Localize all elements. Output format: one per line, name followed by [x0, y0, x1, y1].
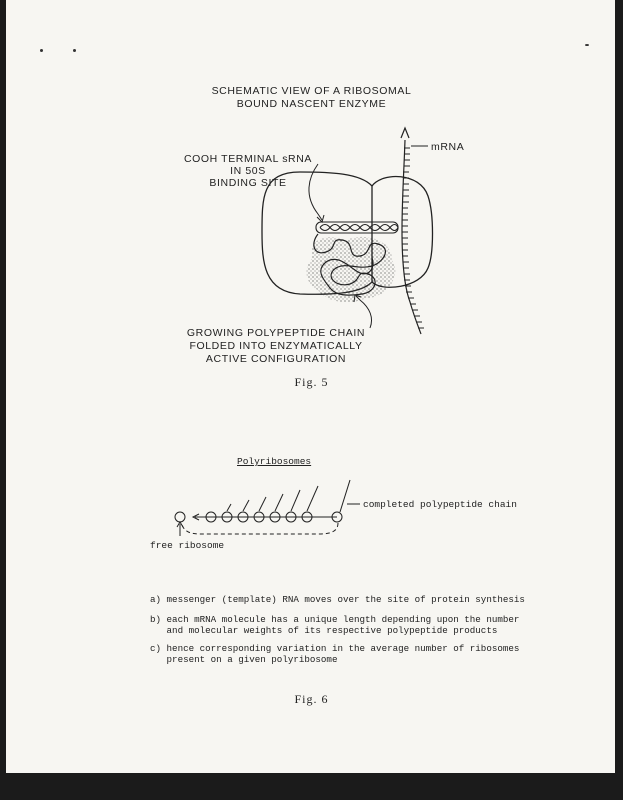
mrna-label: mRNA	[431, 141, 465, 153]
fig6-heading: Polyribosomes	[237, 456, 312, 467]
chain-label-line2: FOLDED INTO ENZYMATICALLY	[189, 340, 363, 352]
cooh-label-line2: IN 50S	[230, 165, 266, 177]
cooh-label-line1: COOH TERMINAL sRNA	[183, 153, 313, 165]
fig5-title-line1: SCHEMATIC VIEW OF A RIBOSOMAL	[211, 85, 412, 97]
chain-label-line3: ACTIVE CONFIGURATION	[205, 353, 347, 365]
note-b-line1: b) each mRNA molecule has a unique length depending upon the number	[150, 614, 520, 625]
note-c-line1: c) hence corresponding variation in the average number of ribosomes	[150, 643, 520, 654]
fig6-caption: Fig. 6	[294, 692, 329, 706]
fig5-caption: Fig. 5	[294, 375, 329, 389]
fig5-title-line2: BOUND NASCENT ENZYME	[236, 98, 387, 110]
nascent-chains	[227, 480, 350, 512]
completed-chain-label: completed polypeptide chain	[363, 499, 517, 510]
note-c-line2: present on a given polyribosome	[150, 654, 338, 665]
recycle-path	[182, 523, 338, 534]
cooh-label-line3: BINDING SITE	[209, 177, 287, 189]
note-a: a) messenger (template) RNA moves over the site of protein synthesis	[150, 594, 525, 605]
free-ribosome-label: free ribosome	[150, 540, 225, 551]
free-ribosome	[175, 512, 185, 522]
chain-label-line1: GROWING POLYPEPTIDE CHAIN	[186, 327, 366, 339]
note-b-line2: and molecular weights of its respective polypeptide products	[150, 625, 498, 636]
